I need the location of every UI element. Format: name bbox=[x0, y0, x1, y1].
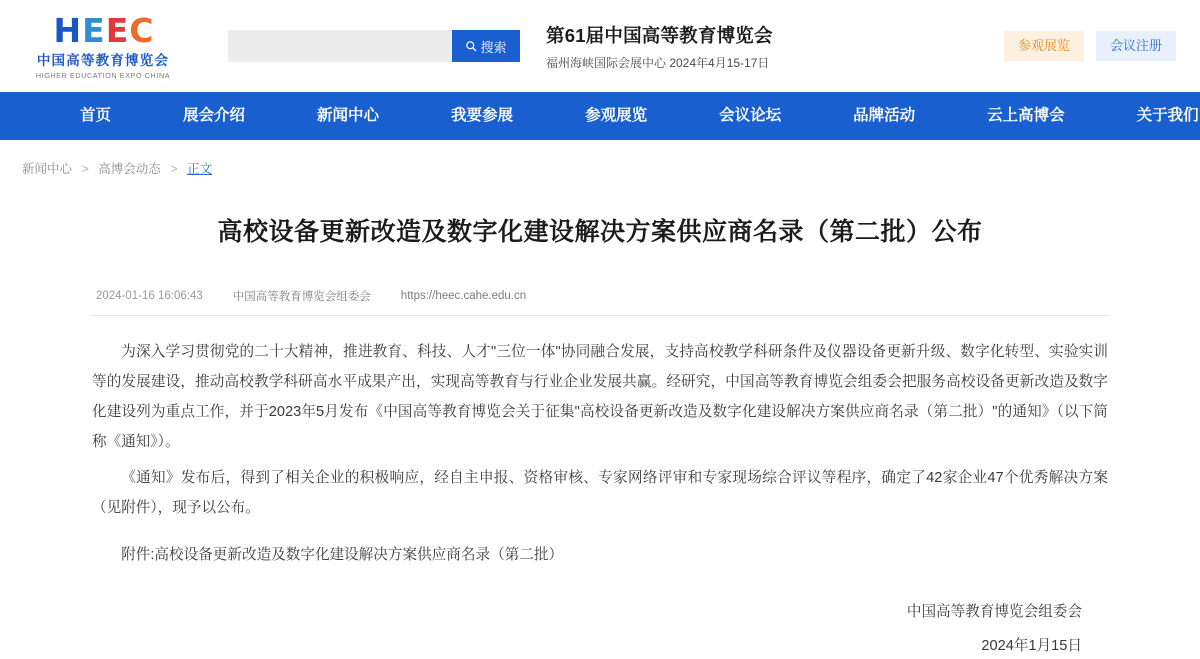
page-title: 高校设备更新改造及数字化建设解决方案供应商名录（第二批）公布 bbox=[217, 218, 983, 246]
article-body bbox=[92, 338, 1108, 523]
nav-item-exhibit[interactable]: 我要参展 bbox=[451, 107, 514, 124]
breadcrumb-item-current[interactable]: 正文 bbox=[187, 162, 213, 176]
visit-exhibition-button[interactable]: 参观展览 bbox=[1004, 31, 1084, 61]
main-navigation bbox=[0, 92, 1200, 140]
article-source: 中国高等教育博览会组委会 bbox=[232, 291, 371, 303]
logo-letter-c: C bbox=[129, 11, 153, 50]
nav-item-cloud[interactable]: 云上高博会 bbox=[987, 107, 1065, 124]
logo-letters bbox=[53, 11, 153, 50]
logo-letter-e1: E bbox=[82, 11, 104, 50]
nav-item-brand[interactable]: 品牌活动 bbox=[853, 107, 916, 124]
logo-letter-e2: E bbox=[105, 11, 128, 50]
nav-item-about[interactable]: 关于我们 bbox=[1136, 107, 1199, 124]
search-icon bbox=[465, 40, 477, 52]
site-header bbox=[0, 0, 1200, 92]
logo-letter-h: H bbox=[53, 11, 81, 50]
nav-item-forum[interactable]: 会议论坛 bbox=[719, 107, 782, 124]
site-logo[interactable] bbox=[18, 12, 188, 80]
logo-english-name: HIGHER EDUCATION EXPO CHINA bbox=[35, 71, 171, 80]
expo-title-block bbox=[546, 22, 773, 71]
article-container bbox=[70, 215, 1130, 659]
nav-item-news[interactable]: 新闻中心 bbox=[317, 107, 380, 124]
article-paragraph-2: 《通知》发布后，得到了相关企业的积极响应，经自主申报、资格审核、专家网络评审和专家现场综合评议等程序，确定了42家企业47个优秀解决方案（见附件），现予以公布。 bbox=[92, 469, 1108, 516]
search-bar bbox=[228, 30, 520, 62]
nav-item-intro[interactable]: 展会介绍 bbox=[183, 107, 246, 124]
expo-subtitle: 福州海峡国际会展中心 2024年4月15-17日 bbox=[546, 55, 770, 70]
expo-title: 第61届中国高等教育博览会 bbox=[546, 24, 773, 46]
header-actions bbox=[1004, 31, 1176, 61]
breadcrumb bbox=[0, 140, 1200, 177]
article-signature: 中国高等教育博览会组委会 bbox=[906, 603, 1082, 620]
search-button-label: 搜索 bbox=[480, 39, 507, 55]
breadcrumb-separator-2: > bbox=[170, 162, 178, 176]
conference-register-button[interactable]: 会议注册 bbox=[1096, 31, 1176, 61]
article-datetime: 2024-01-16 16:06:43 bbox=[96, 290, 203, 302]
breadcrumb-item-expo-news[interactable]: 高博会动态 bbox=[98, 162, 161, 176]
breadcrumb-item-news[interactable]: 新闻中心 bbox=[22, 162, 73, 176]
article-attachment[interactable]: 附件:高校设备更新改造及数字化建设解决方案供应商名录（第二批） bbox=[121, 547, 564, 564]
article-paragraph-1: 为深入学习贯彻党的二十大精神，推进教育、科技、人才"三位一体"协同融合发展，支持高校教学科研条件及仪器设备更新升级、数字化转型、实验实训等的发展建设，推动高校教学科研高水平成果产出，实现高等教育与行业企业发展共赢。经研究，中国高等教育博览会组委会把服务高校设备更新改造及数字化建设列为重点工作，并于2023年5月发布《中国高等教育博览会关于征集"高校设备更新改造及数字化建设解决方案供应商名录（第二批）"的通知》（以下简称《通知》）。 bbox=[92, 344, 1108, 450]
nav-item-visit[interactable]: 参观展览 bbox=[585, 107, 648, 124]
search-input[interactable] bbox=[228, 30, 452, 62]
article-url: https://heec.cahe.edu.cn bbox=[400, 290, 527, 302]
search-button[interactable] bbox=[452, 30, 520, 62]
article-meta bbox=[92, 288, 1108, 316]
article-sign-date: 2024年1月15日 bbox=[981, 638, 1082, 655]
breadcrumb-separator-1: > bbox=[81, 162, 89, 176]
logo-chinese-name: 中国高等教育博览会 bbox=[36, 53, 170, 68]
nav-item-home[interactable]: 首页 bbox=[80, 107, 112, 124]
